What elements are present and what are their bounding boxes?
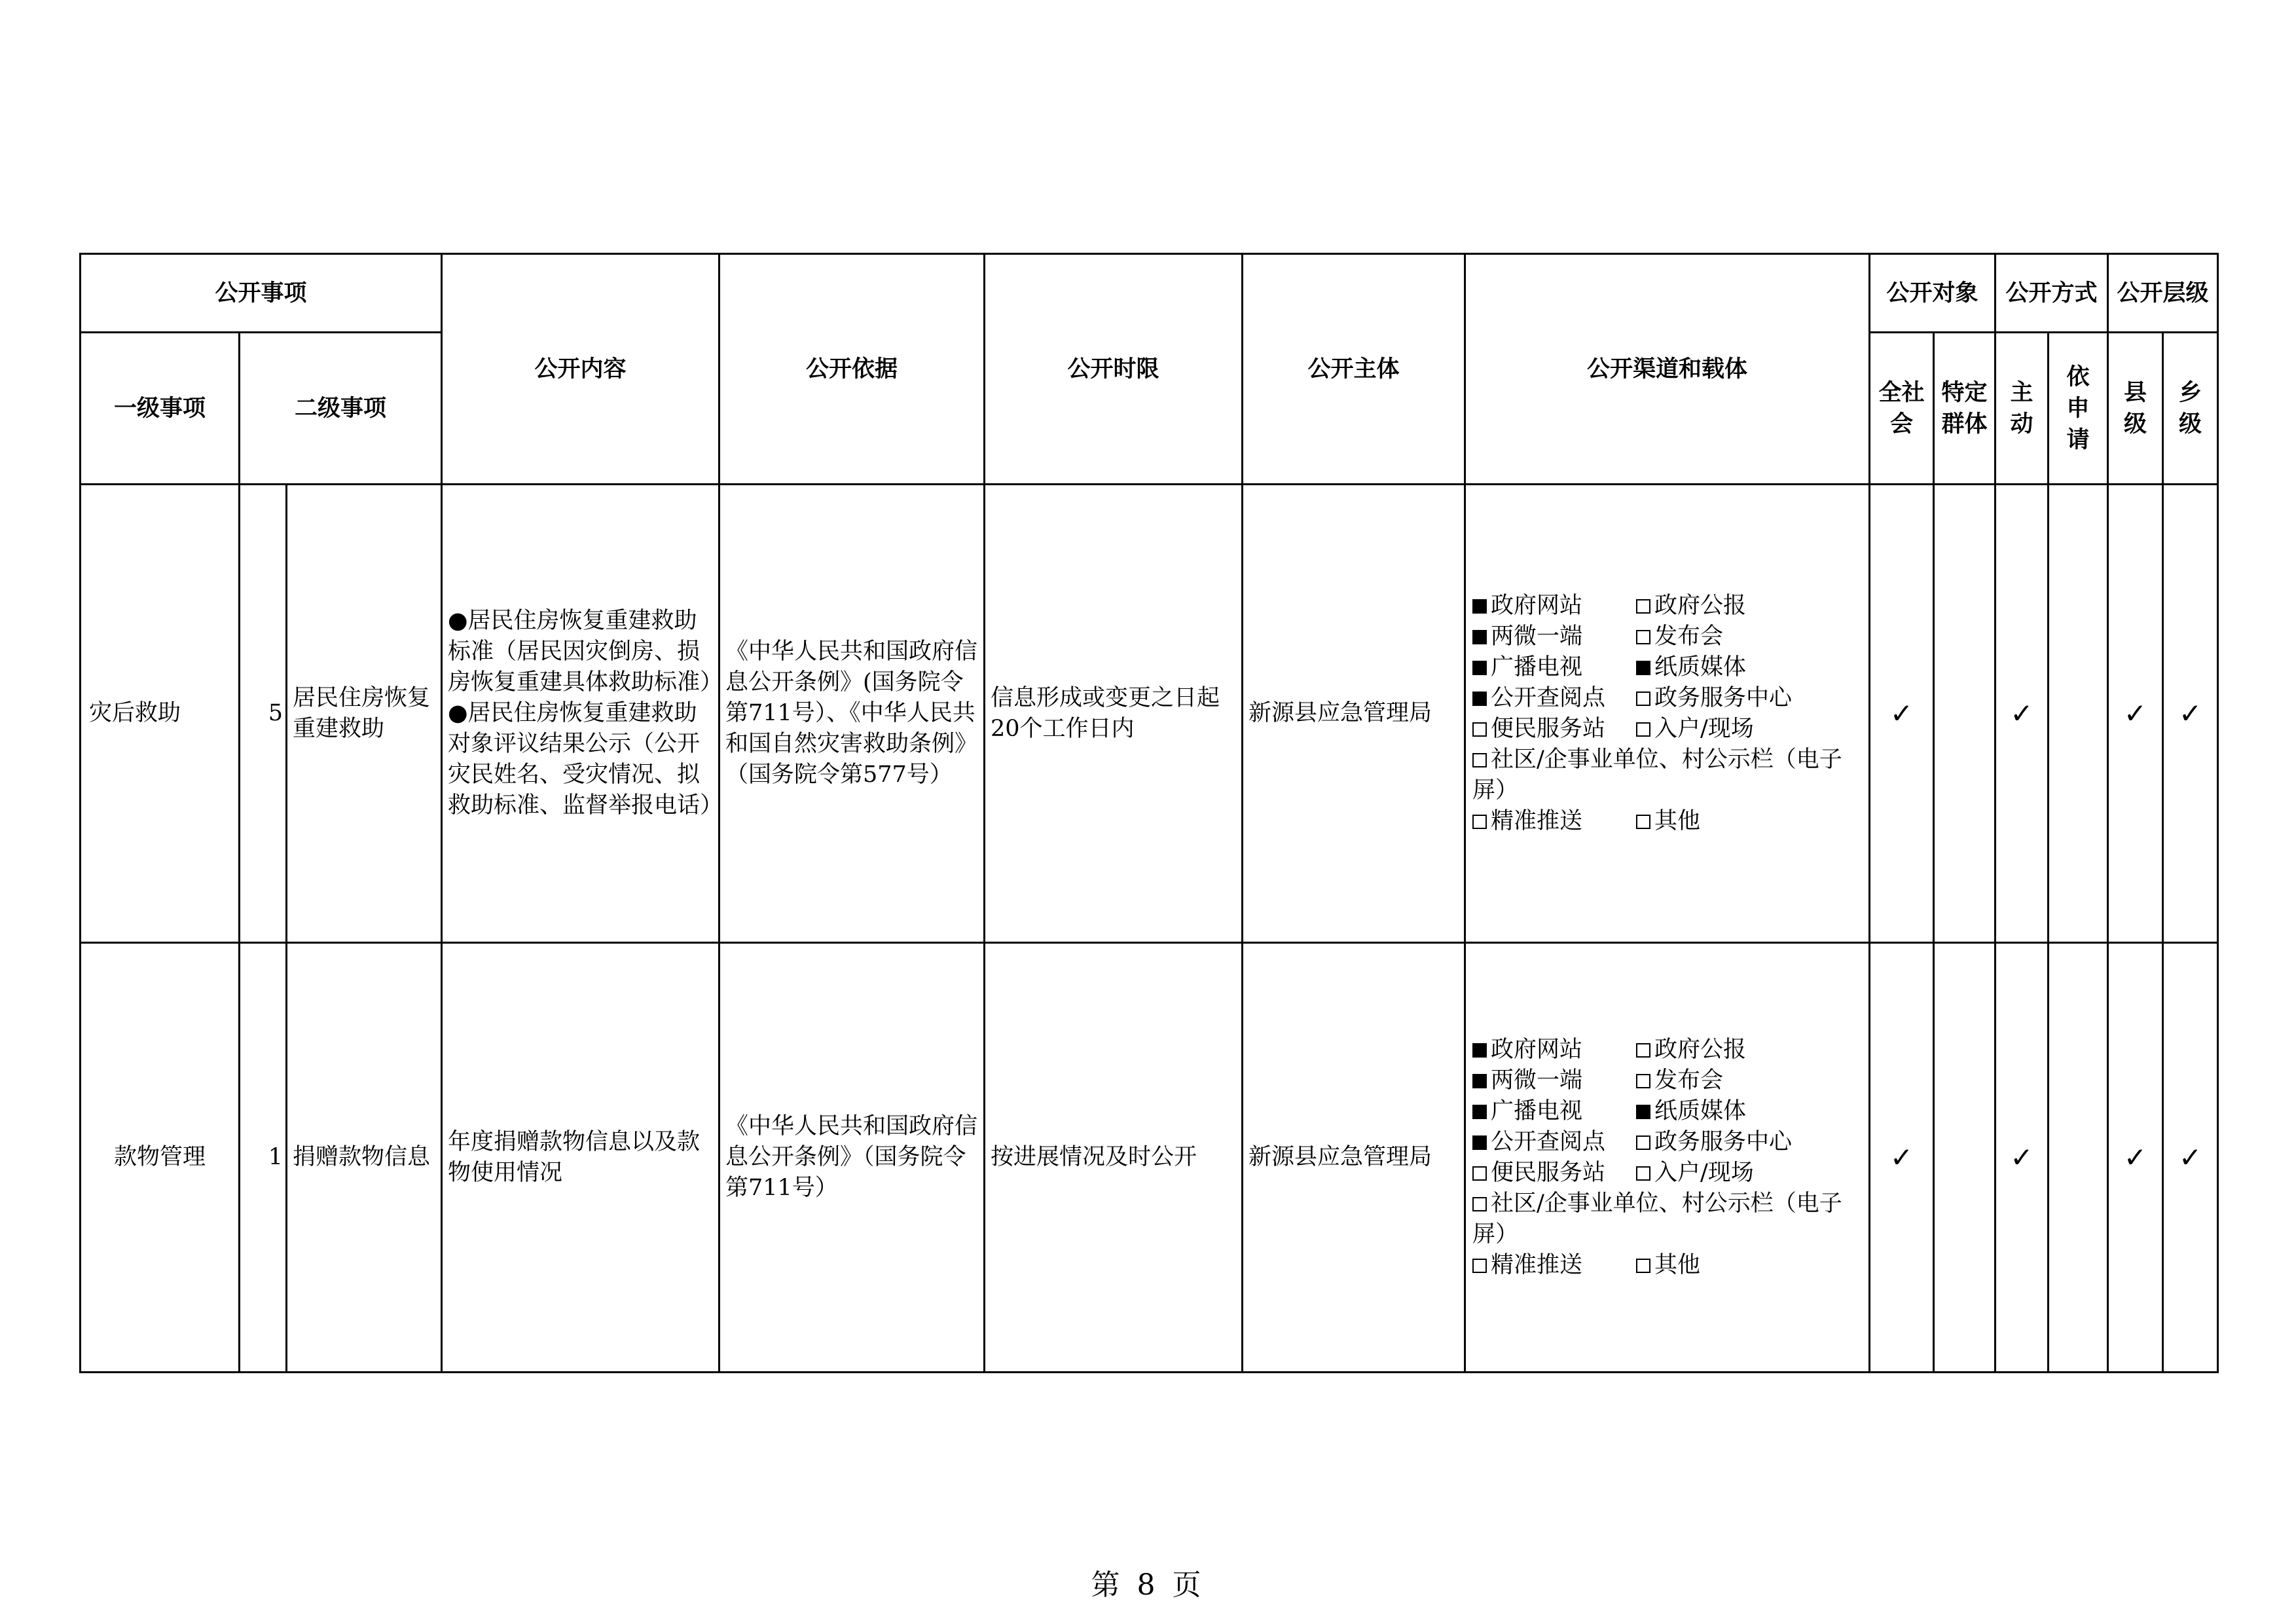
check-method-active: ✓ bbox=[1995, 943, 2049, 1373]
checked-box-icon bbox=[1472, 630, 1487, 644]
unchecked-box-icon bbox=[1472, 722, 1487, 737]
disclosure-table bbox=[79, 253, 2219, 1373]
unchecked-box-icon bbox=[1636, 630, 1650, 644]
channel-door-to-door: 入户/现场 bbox=[1654, 1159, 1754, 1186]
channel-wechat-app: 两微一端 bbox=[1491, 623, 1583, 650]
unchecked-box-icon bbox=[1636, 692, 1650, 706]
check-level-county: ✓ bbox=[2108, 943, 2163, 1373]
channel-broadcast-tv: 广播电视 bbox=[1491, 1098, 1583, 1124]
header-level-town: 乡级 bbox=[2163, 333, 2218, 485]
unchecked-box-icon bbox=[1636, 722, 1650, 737]
content-cell bbox=[442, 485, 723, 943]
channel-press: 发布会 bbox=[1654, 1067, 1724, 1094]
header-level-county: 县级 bbox=[2108, 333, 2163, 485]
header-obj-all: 全社会 bbox=[1870, 333, 1934, 485]
check-level-town: ✓ bbox=[2163, 485, 2218, 943]
page-number: 第 8 页 bbox=[1091, 1568, 1205, 1602]
check-method-active: ✓ bbox=[1995, 485, 2049, 943]
channel-gov-site: 政府网站 bbox=[1491, 592, 1583, 619]
channel-gov-gazette: 政府公报 bbox=[1654, 1036, 1747, 1063]
check-obj-specific bbox=[1934, 943, 1995, 1373]
header-method-apply: 依申请 bbox=[2049, 333, 2108, 485]
content-line: 年度捐赠款物信息以及款物使用情况 bbox=[448, 1128, 701, 1186]
header-public-level: 公开层级 bbox=[2108, 254, 2218, 333]
channel-door-to-door: 入户/现场 bbox=[1654, 715, 1754, 742]
basis-cell: 《中华人民共和国政府信息公开条例》(国务院令第711号）、《中华人民共和国自然灾害救助条例》（国务院令第577号） bbox=[720, 485, 985, 943]
level2-item: 居民住房恢复重建救助 bbox=[287, 485, 442, 943]
channel-bulletin: 社区/企事业单位、村公示栏（电子屏） bbox=[1472, 1190, 1842, 1247]
checked-box-icon bbox=[1472, 599, 1487, 614]
unchecked-box-icon bbox=[1636, 815, 1650, 829]
unchecked-box-icon bbox=[1636, 1043, 1650, 1058]
content-cell bbox=[442, 943, 720, 1373]
channel-print-media: 纸质媒体 bbox=[1654, 654, 1747, 680]
check-method-apply bbox=[2049, 943, 2108, 1373]
header-obj-specific: 特定群体 bbox=[1934, 333, 1995, 485]
unchecked-box-icon bbox=[1472, 1166, 1487, 1181]
header-basis: 公开依据 bbox=[720, 254, 985, 485]
unchecked-box-icon bbox=[1472, 1259, 1487, 1273]
level1-item: 灾后救助 bbox=[81, 485, 240, 943]
table-row bbox=[81, 485, 2218, 943]
check-obj-all: ✓ bbox=[1870, 943, 1934, 1373]
item-number: 1 bbox=[240, 943, 287, 1373]
time-limit-cell: 按进展情况及时公开 bbox=[985, 943, 1243, 1373]
check-level-county: ✓ bbox=[2108, 485, 2163, 943]
channel-other: 其他 bbox=[1654, 1251, 1701, 1278]
channel-public-reading: 公开查阅点 bbox=[1491, 1128, 1606, 1155]
header-public-object: 公开对象 bbox=[1870, 254, 1995, 333]
content-line: ●居民住房恢复重建救助标准（居民因灾倒房、损房恢复重建具体救助标准） bbox=[448, 608, 723, 695]
unchecked-box-icon bbox=[1636, 599, 1650, 614]
level1-item: 款物管理 bbox=[81, 943, 240, 1373]
unchecked-box-icon bbox=[1636, 1259, 1650, 1273]
channel-print-media: 纸质媒体 bbox=[1654, 1098, 1747, 1124]
header-public-method: 公开方式 bbox=[1995, 254, 2108, 333]
channel-gov-gazette: 政府公报 bbox=[1654, 592, 1747, 619]
unchecked-box-icon bbox=[1636, 1166, 1650, 1181]
checked-box-icon bbox=[1472, 1105, 1487, 1119]
checked-box-icon bbox=[1472, 1043, 1487, 1058]
check-method-apply bbox=[2049, 485, 2108, 943]
header-channels: 公开渠道和载体 bbox=[1465, 254, 1870, 485]
checked-box-icon bbox=[1636, 661, 1650, 675]
unchecked-box-icon bbox=[1636, 1074, 1650, 1088]
unchecked-box-icon bbox=[1636, 1135, 1650, 1150]
channel-service-center: 政务服务中心 bbox=[1654, 684, 1793, 711]
channels-cell bbox=[1465, 943, 1870, 1373]
header-time-limit: 公开时限 bbox=[985, 254, 1243, 485]
channel-gov-site: 政府网站 bbox=[1491, 1036, 1583, 1063]
checked-box-icon bbox=[1636, 1105, 1650, 1119]
header-public-items: 公开事项 bbox=[81, 254, 442, 333]
header-content: 公开内容 bbox=[442, 254, 720, 485]
channel-other: 其他 bbox=[1654, 807, 1701, 834]
item-number: 5 bbox=[240, 485, 287, 943]
channel-convenience-station: 便民服务站 bbox=[1491, 1159, 1606, 1186]
content-line: ●居民住房恢复重建救助对象评议结果公示（公开灾民姓名、受灾情况、拟救助标准、监督举报电话） bbox=[448, 700, 723, 819]
channel-public-reading: 公开查阅点 bbox=[1491, 684, 1606, 711]
unchecked-box-icon bbox=[1472, 815, 1487, 829]
header-subject: 公开主体 bbox=[1243, 254, 1465, 485]
channel-bulletin: 社区/企事业单位、村公示栏（电子屏） bbox=[1472, 746, 1842, 803]
channel-precise-push: 精准推送 bbox=[1491, 807, 1583, 834]
basis-cell: 《中华人民共和国政府信息公开条例》（国务院令第711号） bbox=[720, 943, 985, 1373]
check-obj-specific bbox=[1934, 485, 1995, 943]
table-row bbox=[81, 943, 2218, 1373]
header-level1: 一级事项 bbox=[81, 333, 240, 485]
channels-cell bbox=[1465, 485, 1870, 943]
level2-item: 捐赠款物信息 bbox=[287, 943, 442, 1373]
checked-box-icon bbox=[1472, 1135, 1487, 1150]
time-limit-cell: 信息形成或变更之日起20个工作日内 bbox=[985, 485, 1243, 943]
subject-cell: 新源县应急管理局 bbox=[1243, 485, 1465, 943]
check-obj-all: ✓ bbox=[1870, 485, 1934, 943]
channel-convenience-station: 便民服务站 bbox=[1491, 715, 1606, 742]
checked-box-icon bbox=[1472, 661, 1487, 675]
checked-box-icon bbox=[1472, 692, 1487, 706]
channel-broadcast-tv: 广播电视 bbox=[1491, 654, 1583, 680]
channel-press: 发布会 bbox=[1654, 623, 1724, 650]
unchecked-box-icon bbox=[1472, 1197, 1487, 1211]
channel-wechat-app: 两微一端 bbox=[1491, 1067, 1583, 1094]
unchecked-box-icon bbox=[1472, 753, 1487, 767]
channel-precise-push: 精准推送 bbox=[1491, 1251, 1583, 1278]
header-level2: 二级事项 bbox=[240, 333, 442, 485]
channel-service-center: 政务服务中心 bbox=[1654, 1128, 1793, 1155]
subject-cell: 新源县应急管理局 bbox=[1243, 943, 1465, 1373]
check-level-town: ✓ bbox=[2163, 943, 2218, 1373]
header-method-active: 主动 bbox=[1995, 333, 2049, 485]
checked-box-icon bbox=[1472, 1074, 1487, 1088]
